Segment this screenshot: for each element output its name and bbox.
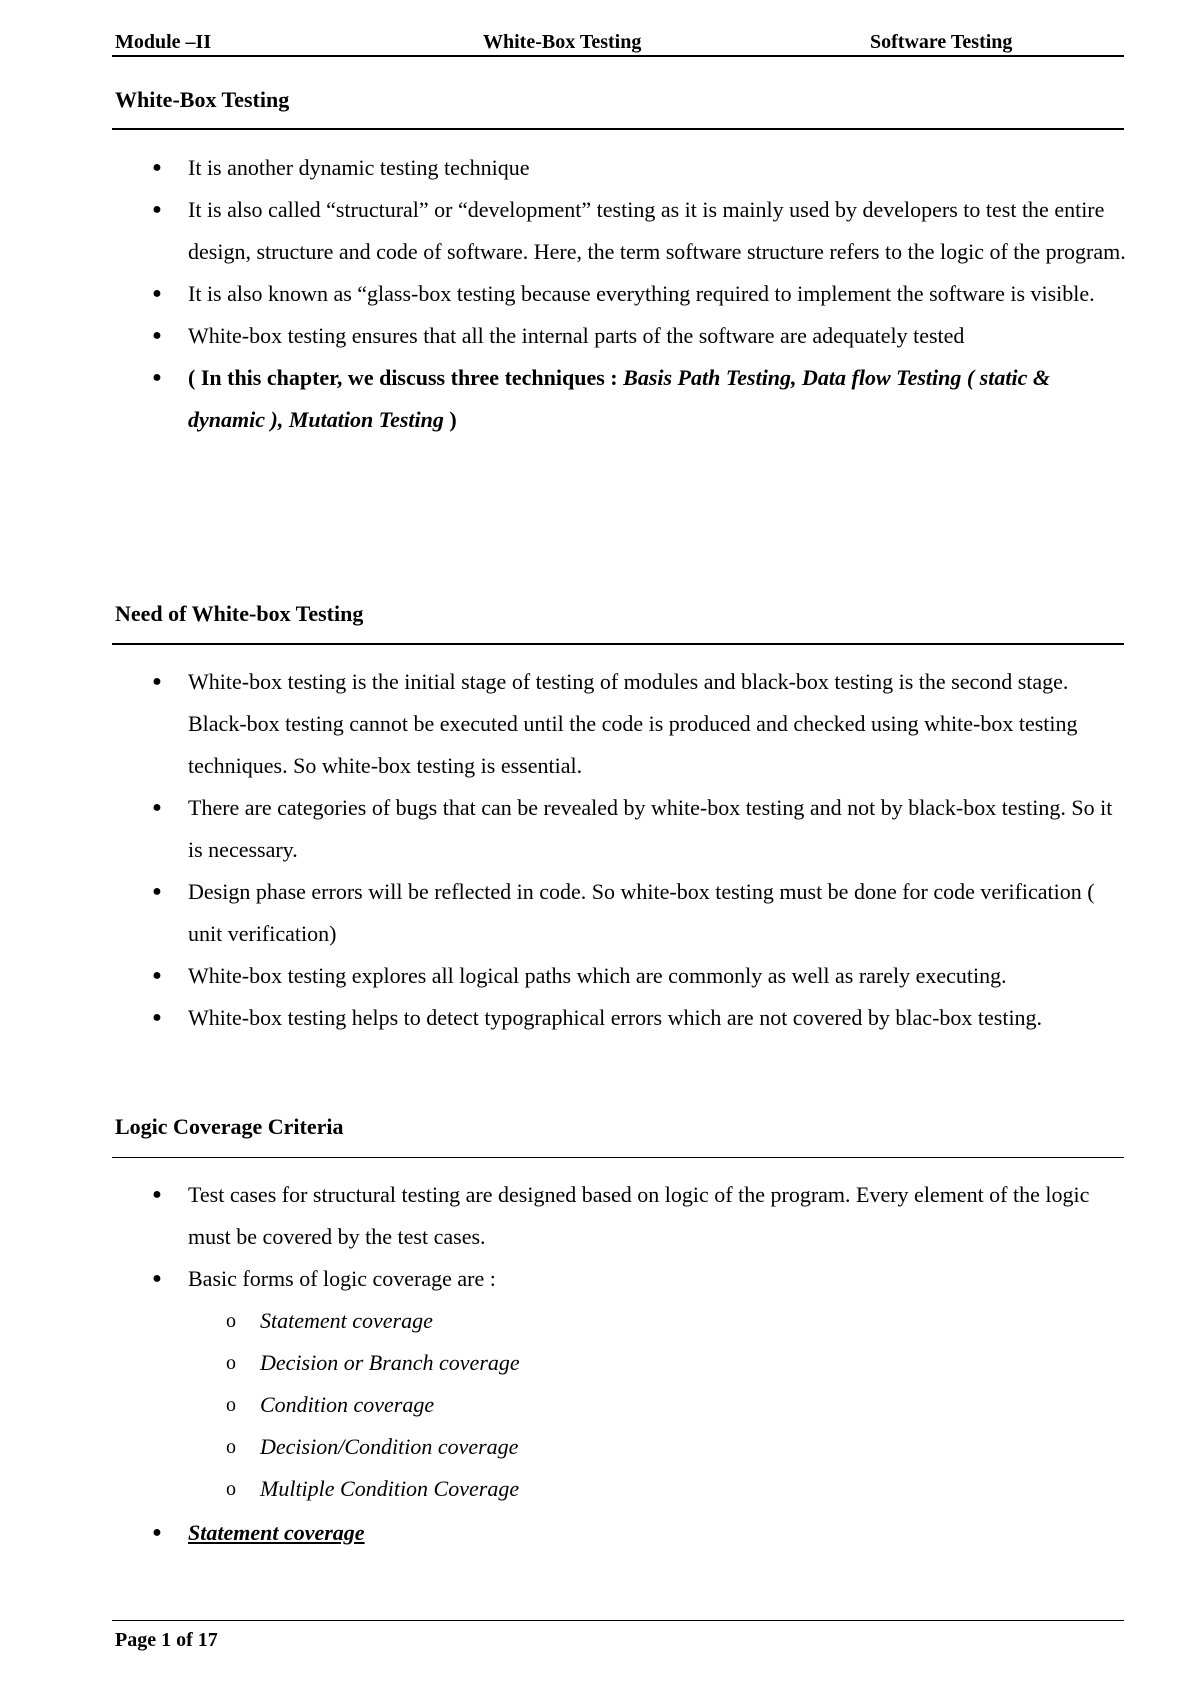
bullet-icon: ● (152, 369, 162, 386)
bullet-icon: ● (152, 327, 162, 344)
bullet-icon: ● (152, 159, 162, 176)
circle-bullet-icon: o (226, 1394, 236, 1416)
header-subject: Software Testing (870, 31, 1013, 53)
bullet-icon: ● (152, 883, 162, 900)
sub-list-item: o Decision/Condition coverage (260, 1426, 520, 1468)
section-rule (112, 1157, 1124, 1158)
list-item: ● It is also known as “glass-box testing because everything required to implement the software is visible. (188, 273, 1128, 315)
list-item: ● White-box testing is the initial stage of testing of modules and black-box testing is the second stage. Black-box testing cannot be executed until the code is produced and checked using white-box testing techniques. So white-box testing is essential. (188, 661, 1128, 787)
bullet-icon: ● (152, 967, 162, 984)
header-title: White-Box Testing (483, 31, 642, 53)
list-item: ● Test cases for structural testing are designed based on logic of the program. Every element of the logic must be covered by the test cases. (188, 1174, 1128, 1258)
bullet-icon: ● (152, 285, 162, 302)
section-title-logic: Logic Coverage Criteria (115, 1114, 344, 1139)
chapter-note: ● ( In this chapter, we discuss three techniques : Basis Path Testing, Data flow Testing ( static & dynamic ), Mutation Testing ) (188, 357, 1128, 441)
bullet-icon: ● (152, 799, 162, 816)
bullet-icon: ● (152, 673, 162, 690)
logic-list (152, 1174, 1128, 1300)
section-title-need: Need of White-box Testing (115, 601, 364, 626)
list-item: ● It is another dynamic testing technique (188, 147, 1128, 189)
circle-bullet-icon: o (226, 1352, 236, 1374)
circle-bullet-icon: o (226, 1436, 236, 1458)
section-rule (112, 643, 1124, 645)
need-list (152, 661, 1128, 1039)
sub-list-item: o Statement coverage (260, 1300, 520, 1342)
footer-rule (112, 1620, 1124, 1621)
section-rule (112, 128, 1124, 130)
list-item: ● There are categories of bugs that can be revealed by white-box testing and not by black-box testing. So it is necessary. (188, 787, 1128, 871)
header-module: Module –II (115, 31, 212, 53)
bullet-icon: ● (152, 1186, 162, 1203)
statement-coverage-heading: Statement coverage (188, 1520, 365, 1545)
list-item: ● White-box testing helps to detect typographical errors which are not covered by blac-box testing. (188, 997, 1128, 1039)
list-item: ● Basic forms of logic coverage are : (188, 1258, 1128, 1300)
sub-list-item: o Multiple Condition Coverage (260, 1468, 520, 1510)
circle-bullet-icon: o (226, 1310, 236, 1332)
white-box-list (152, 147, 1128, 441)
bullet-icon: ● (152, 1270, 162, 1287)
bullet-icon: ● (152, 1524, 162, 1541)
header-rule (112, 55, 1124, 57)
statement-coverage-list (152, 1512, 1128, 1554)
bullet-icon: ● (152, 1009, 162, 1026)
section-title-white-box: White-Box Testing (115, 87, 290, 112)
bullet-icon: ● (152, 201, 162, 218)
list-item: ● White-box testing ensures that all the internal parts of the software are adequately tested (188, 315, 1128, 357)
sub-list-item: o Condition coverage (260, 1384, 520, 1426)
list-item (152, 1512, 1128, 1554)
sub-list-item: o Decision or Branch coverage (260, 1342, 520, 1384)
list-item: ● Design phase errors will be reflected in code. So white-box testing must be done for code verification ( unit verification) (188, 871, 1128, 955)
page-number: Page 1 of 17 (115, 1629, 218, 1651)
list-item: ● It is also called “structural” or “development” testing as it is mainly used by developers to test the entire design, structure and code of software. Here, the term software structure refers to the logic of the program. (188, 189, 1128, 273)
coverage-sublist (226, 1300, 520, 1510)
circle-bullet-icon: o (226, 1478, 236, 1500)
list-item: ● White-box testing explores all logical paths which are commonly as well as rarely executing. (188, 955, 1128, 997)
